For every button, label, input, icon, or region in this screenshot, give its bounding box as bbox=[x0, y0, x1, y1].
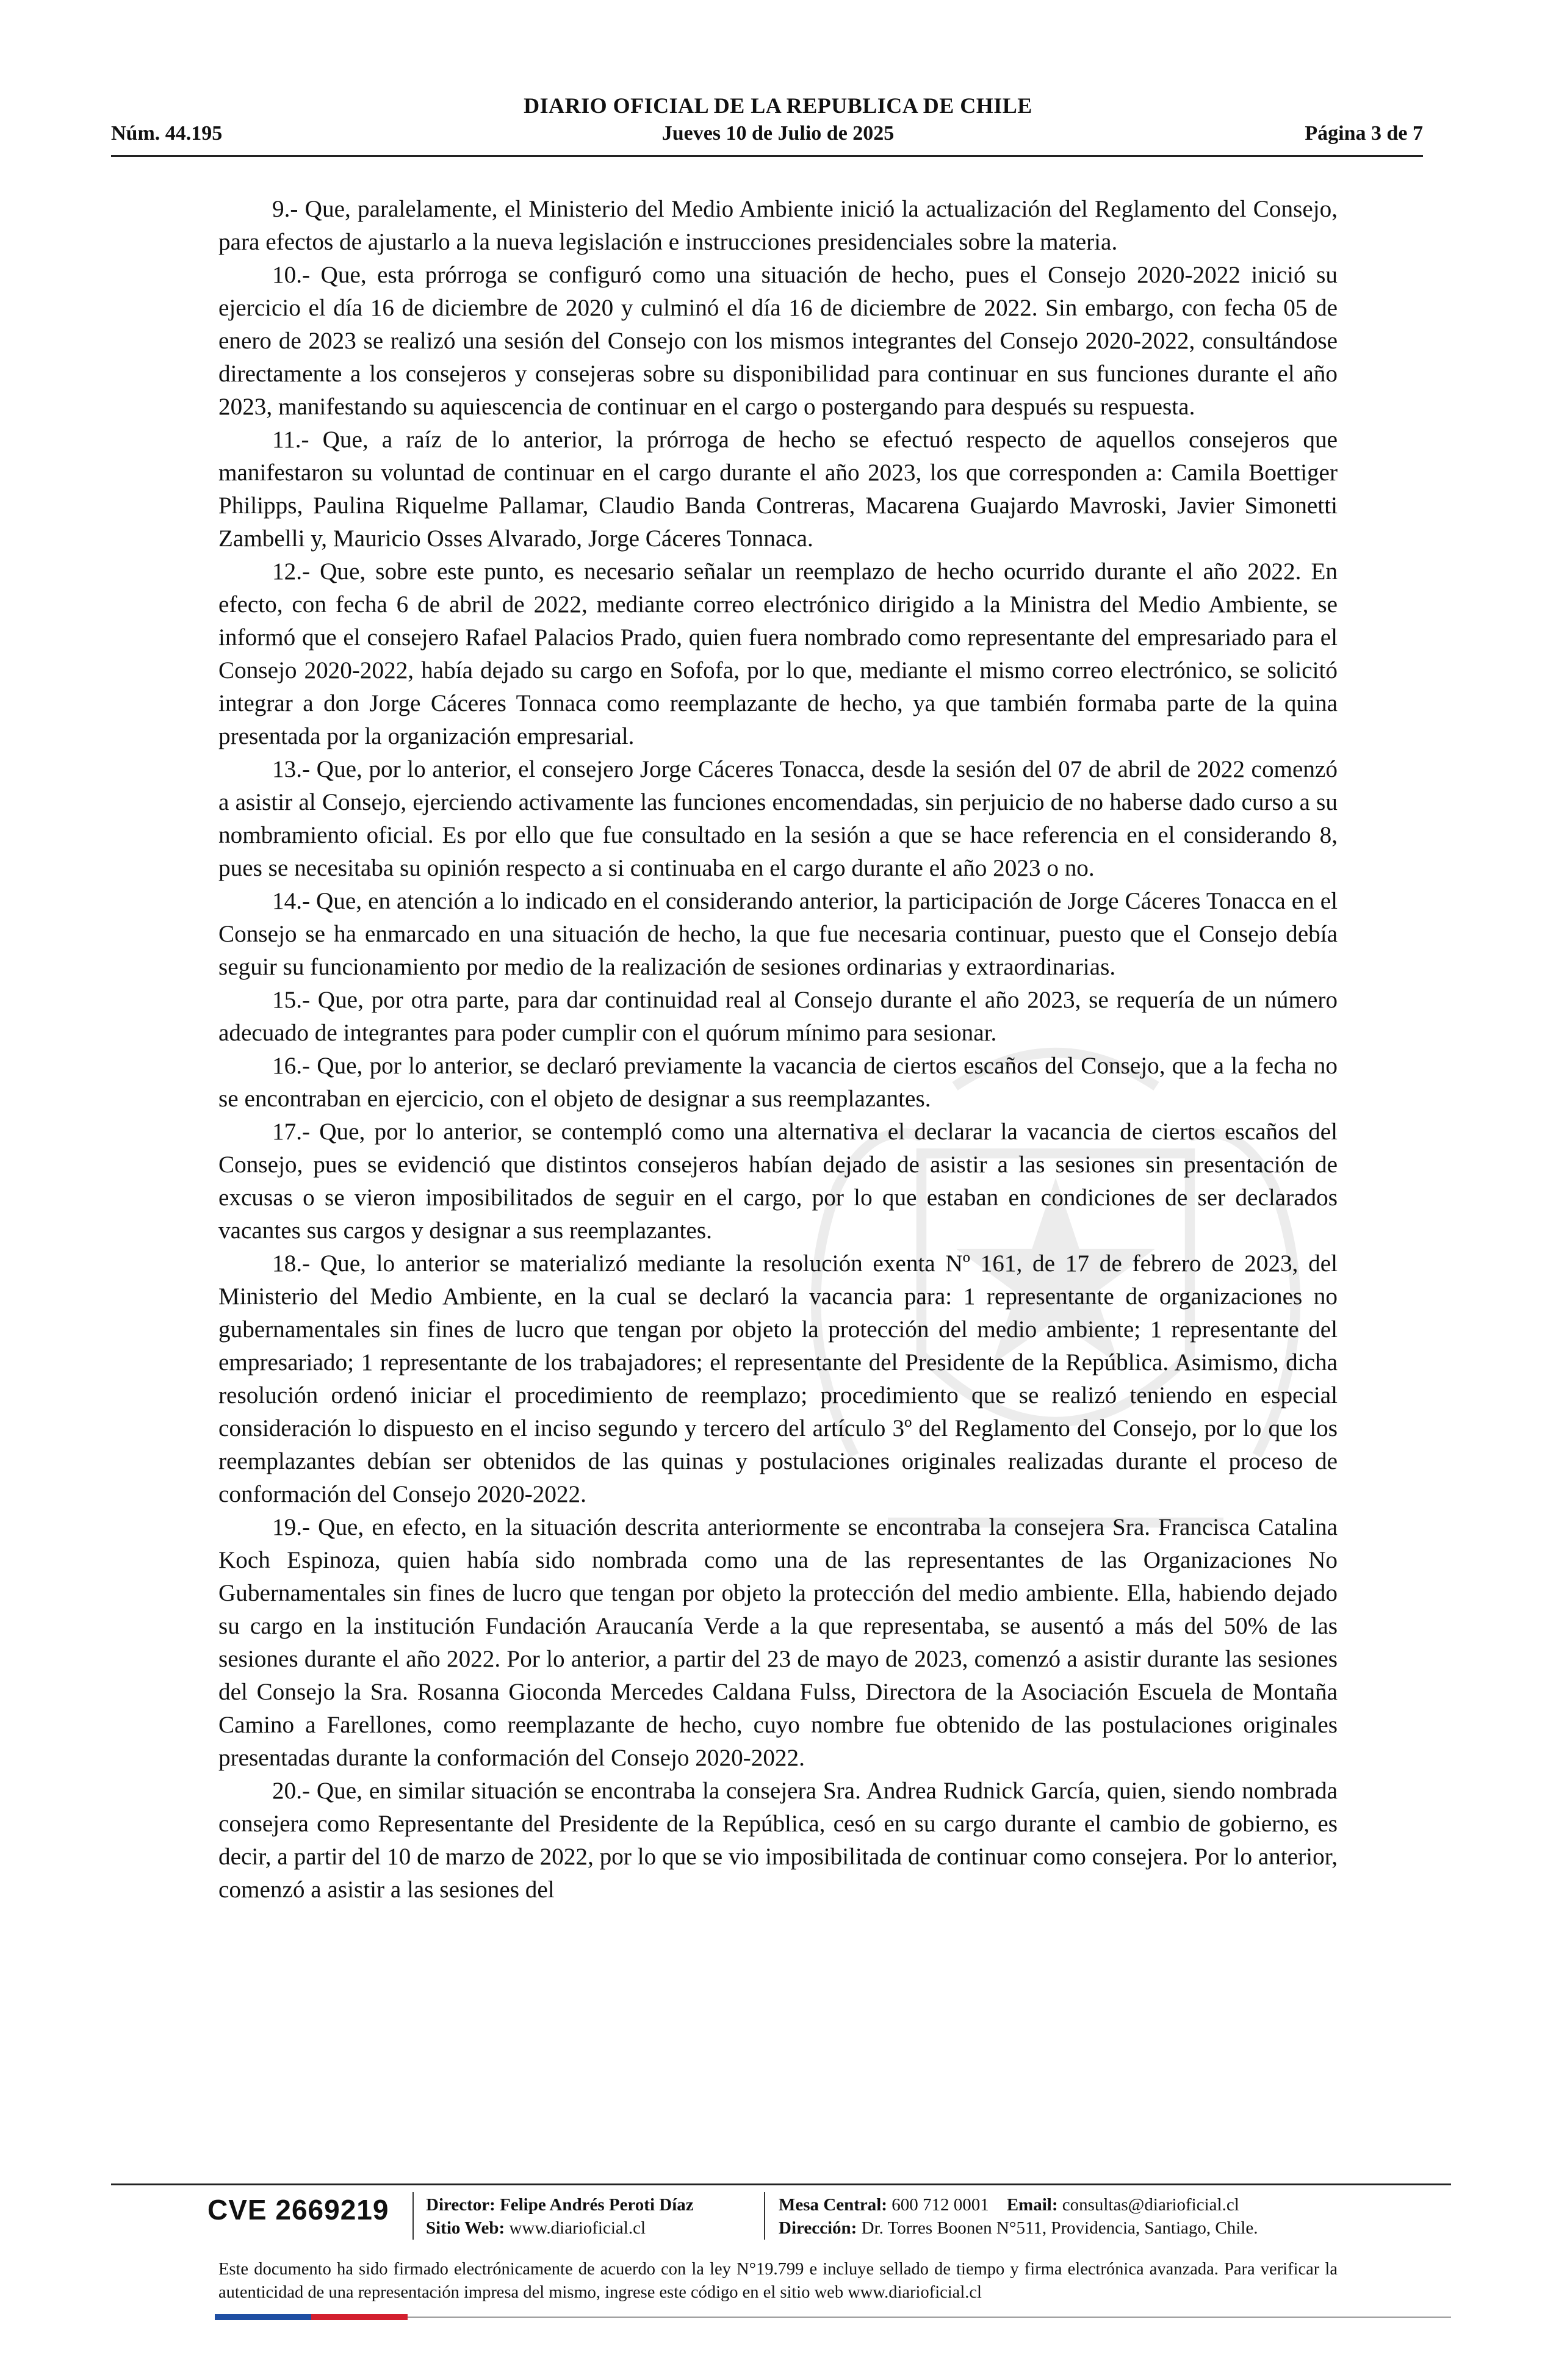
paragraph: 16.- Que, por lo anterior, se declaró previamente la vacancia de ciertos escaños del Consejo, que a la fecha no se encontraban en ejercicio, con el objeto de designar a sus reemplazantes. bbox=[218, 1053, 1338, 1112]
footer-divider bbox=[111, 2183, 1451, 2185]
site-label: Sitio Web: bbox=[426, 2218, 505, 2238]
footer-director-block bbox=[426, 2193, 694, 2240]
paragraph: 13.- Que, por lo anterior, el consejero Jorge Cáceres Tonacca, desde la sesión del 07 de abril de 2022 comenzó a asistir al Consejo, ejerciendo activamente las funciones encomendadas, sin perjuicio de no haberse dado curso a su nombramiento oficial. Es por ello que fue consultado en la sesión a que se hace referencia en el considerando 8, pues se necesitaba su opinión respecto a si continuaba en el cargo durante el año 2023 o no. bbox=[218, 756, 1338, 881]
mesa-phone: 600 712 0001 bbox=[891, 2195, 989, 2215]
footer-separator bbox=[412, 2192, 414, 2240]
issue-number: Núm. 44.195 bbox=[111, 122, 223, 145]
cve-code: CVE 2669219 bbox=[207, 2194, 389, 2226]
address-text: Dr. Torres Boonen N°511, Providencia, Santiago, Chile. bbox=[861, 2218, 1258, 2238]
document-body bbox=[218, 193, 1338, 1906]
mesa-label: Mesa Central: bbox=[779, 2195, 887, 2215]
email-label: Email: bbox=[1006, 2195, 1058, 2215]
paragraph: 20.- Que, en similar situación se encontraba la consejera Sra. Andrea Rudnick García, quien, siendo nombrada consejera como Representante del Presidente de la República, cesó en su cargo durante el cambio de gobierno, es decir, a partir del 10 de marzo de 2022, por lo que se vio imposibilitada de continuar como consejera. Por lo anterior, comenzó a asistir a las sesiones del bbox=[218, 1778, 1338, 1903]
paragraph: 12.- Que, sobre este punto, es necesario señalar un reemplazo de hecho ocurrido durante el año 2022. En efecto, con fecha 6 de abril de 2022, mediante correo electrónico dirigido a la Ministra del Medio Ambiente, se informó que el consejero Rafael Palacios Prado, quien fuera nombrado como representante del empresariado para el Consejo 2020-2022, había dejado su cargo en Sofofa, por lo que, mediante el mismo correo electrónico, se solicitó integrar a don Jorge Cáceres Tonnaca como reemplazante de hecho, ya que también formaba parte de la quina presentada por la organización empresarial. bbox=[218, 558, 1338, 749]
paragraph: 19.- Que, en efecto, en la situación descrita anteriormente se encontraba la consejera Sra. Francisca Catalina Koch Espinoza, quien había sido nombrada como una de las representantes de las Organizaciones No Gubernamentales sin fines de lucro que tengan por objeto la protección del medio ambiente. Ella, habiendo dejado su cargo en la institución Fundación Araucanía Verde a la que representaba, se ausentó a más del 50% de las sesiones durante el año 2022. Por lo anterior, a partir del 23 de mayo de 2023, comenzó a asistir durante las sesiones del Consejo la Sra. Rosanna Gioconda Mercedes Caldana Fulss, Directora de la Asociación Escuela de Montaña Camino a Farellones, como reemplazante de hecho, cuyo nombre fue obtenido de las postulaciones originales presentadas durante la conformación del Consejo 2020-2022. bbox=[218, 1514, 1338, 1771]
footer-contact-block bbox=[779, 2193, 1258, 2240]
director-label: Director: bbox=[426, 2195, 495, 2215]
paragraph: 18.- Que, lo anterior se materializó mediante la resolución exenta Nº 161, de 17 de febrero de 2023, del Ministerio del Medio Ambiente, en la cual se declaró la vacancia para: 1 representante de organizaciones no gubernamentales sin fines de lucro que tengan por objeto la protección del medio ambiente; 1 representante del empresariado; 1 representante de los trabajadores; el representante del Presidente de la República. Asimismo, dicha resolución ordenó iniciar el procedimiento de reemplazo; procedimiento que se realizó teniendo en especial consideración lo dispuesto en el inciso segundo y tercero del artículo 3º del Reglamento del Consejo, por lo que los reemplazantes debían ser obtenidos de las quinas y postulaciones originales realizadas durante el proceso de conformación del Consejo 2020-2022. bbox=[218, 1250, 1338, 1507]
paragraph: 10.- Que, esta prórroga se configuró como una situación de hecho, pues el Consejo 2020-2022 inició su ejercicio el día 16 de diciembre de 2020 y culminó el día 16 de diciembre de 2022. Sin embargo, con fecha 05 de enero de 2023 se realizó una sesión del Consejo con los mismos integrantes del Consejo 2020-2022, consultándose directamente a los consejeros y consejeras sobre su disponibilidad para continuar en sus funciones durante el año 2023, manifestando su aquiescencia de continuar en el cargo o postergando para después su respuesta. bbox=[218, 262, 1338, 420]
page-number: Página 3 de 7 bbox=[1305, 122, 1423, 145]
paragraph: 17.- Que, por lo anterior, se contempló como una alternativa el declarar la vacancia de ciertos escaños del Consejo, pues se evidenció que distintos consejeros habían dejado de asistir a las sesiones sin presentación de excusas o se vieron imposibilitados de seguir en el cargo, por lo que estaban en condiciones de ser declarados vacantes sus cargos y designar a sus reemplazantes. bbox=[218, 1119, 1338, 1244]
flag-stripe bbox=[215, 2314, 408, 2320]
gazette-title: DIARIO OFICIAL DE LA REPUBLICA DE CHILE bbox=[524, 93, 1032, 118]
paragraph: 14.- Que, en atención a lo indicado en el considerando anterior, la participación de Jorge Cáceres Tonacca en el Consejo se ha enmarcado en una situación de hecho, la que fue necesaria continuar, puesto que el Consejo debía seguir su funcionamiento por medio de la realización de sesiones ordinarias y extraordinarias. bbox=[218, 888, 1338, 980]
issue-date: Jueves 10 de Julio de 2025 bbox=[661, 122, 895, 145]
site-link[interactable]: www.diarioficial.cl bbox=[509, 2218, 646, 2238]
bottom-rule bbox=[408, 2317, 1451, 2318]
signature-notice: Este documento ha sido firmado electrónicamente de acuerdo con la ley N°19.799 e incluye sellado de tiempo y firma electrónica avanzada. Para verificar la autenticidad de una representación impresa del mismo, ingrese este código en el sitio web www.diarioficial.cl bbox=[218, 2260, 1338, 2302]
paragraph: 15.- Que, por otra parte, para dar continuidad real al Consejo durante el año 2023, se requería de un número adecuado de integrantes para poder cumplir con el quórum mínimo para sesionar. bbox=[218, 987, 1338, 1046]
header-divider bbox=[111, 155, 1423, 157]
director-name: Felipe Andrés Peroti Díaz bbox=[500, 2195, 694, 2215]
paragraph: 11.- Que, a raíz de lo anterior, la prórroga de hecho se efectuó respecto de aquellos consejeros que manifestaron su voluntad de continuar en el cargo durante el año 2023, los que corresponden a: Camila Boettiger Philipps, Paulina Riquelme Pallamar, Claudio Banda Contreras, Macarena Guajardo Mavroski, Javier Simonetti Zambelli y, Mauricio Osses Alvarado, Jorge Cáceres Tonnaca. bbox=[218, 427, 1338, 552]
paragraph: 9.- Que, paralelamente, el Ministerio del Medio Ambiente inició la actualización del Reglamento del Consejo, para efectos de ajustarlo a la nueva legislación e instrucciones presidenciales sobre la materia. bbox=[218, 196, 1338, 255]
email-link[interactable]: consultas@diarioficial.cl bbox=[1062, 2195, 1239, 2215]
address-label: Dirección: bbox=[779, 2218, 857, 2238]
footer-separator bbox=[764, 2192, 765, 2240]
